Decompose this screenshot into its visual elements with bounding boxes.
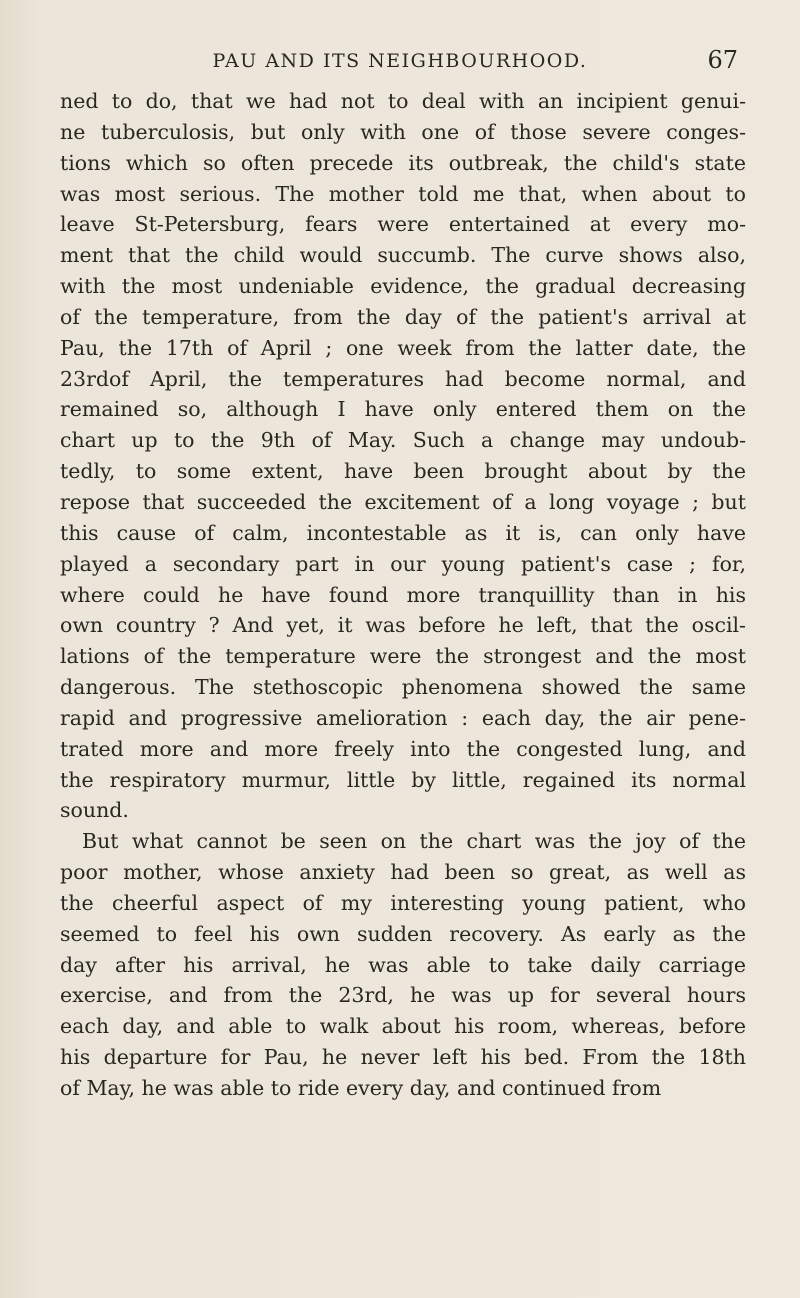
text-line: where could he have found more tranquillity than in his	[60, 582, 746, 607]
text-line: with the most undeniable evidence, the gradual decreasing	[60, 274, 746, 299]
text-line: tedly, to some extent, have been brought about by the	[60, 459, 746, 484]
text-line: was most serious. The mother told me that, when about to	[60, 181, 746, 206]
text-line: own country ? And yet, it was before he left, that the oscil-	[60, 613, 746, 638]
text-line: day after his arrival, he was able to take daily carriage	[60, 952, 746, 977]
page-header	[0, 46, 800, 76]
paragraph-2	[60, 826, 746, 1104]
text-line: exercise, and from the 23rd, he was up for several hours	[60, 983, 746, 1008]
text-line: played a secondary part in our young patient's case ; for,	[60, 551, 746, 576]
text-line: 23rdof April, the temperatures had become normal, and	[60, 366, 746, 391]
text-line: trated more and more freely into the congested lung, and	[60, 736, 746, 761]
text-line: dangerous. The stethoscopic phenomena showed the same	[60, 675, 746, 700]
text-line: of May, he was able to ride every day, and continued from	[60, 1076, 662, 1100]
text-line: poor mother, whose anxiety had been so great, as well as	[60, 860, 746, 885]
text-line: this cause of calm, incontestable as it is, can only have	[60, 520, 746, 545]
text-line: Pau, the 17th of April ; one week from the latter date, the	[60, 335, 746, 360]
page-number: 67	[707, 46, 738, 74]
text-line: the cheerful aspect of my interesting young patient, who	[60, 890, 746, 915]
text-line: ne tuberculosis, but only with one of those severe conges-	[60, 119, 746, 144]
text-line: chart up to the 9th of May. Such a change may undoub-	[60, 428, 746, 453]
text-line: sound.	[60, 798, 129, 823]
body-text	[60, 86, 746, 1104]
text-line: repose that succeeded the excitement of a long voyage ; but	[60, 489, 746, 514]
text-line: each day, and able to walk about his room, whereas, before	[60, 1014, 746, 1039]
running-title: PAU AND ITS NEIGHBOURHOOD.	[212, 50, 588, 72]
text-line: seemed to feel his own sudden recovery. As early as the	[60, 921, 746, 946]
text-line: ned to do, that we had not to deal with an incipient genui-	[60, 89, 746, 113]
text-line: lations of the temperature were the strongest and the most	[60, 644, 746, 669]
paragraph-1	[60, 86, 746, 826]
text-line: the respiratory murmur, little by little, regained its normal	[60, 767, 746, 792]
text-line: tions which so often precede its outbreak, the child's state	[60, 150, 746, 175]
text-line: rapid and progressive amelioration : each day, the air pene-	[60, 705, 746, 730]
text-line: remained so, although I have only entered them on the	[60, 397, 746, 422]
text-line: leave St-Petersburg, fears were entertained at every mo-	[60, 212, 746, 237]
text-line: of the temperature, from the day of the patient's arrival at	[60, 304, 746, 329]
text-line: ment that the child would succumb. The curve shows also,	[60, 243, 746, 268]
text-line: his departure for Pau, he never left his bed. From the 18th	[60, 1045, 746, 1070]
text-line: But what cannot be seen on the chart was the joy of the	[82, 829, 746, 854]
